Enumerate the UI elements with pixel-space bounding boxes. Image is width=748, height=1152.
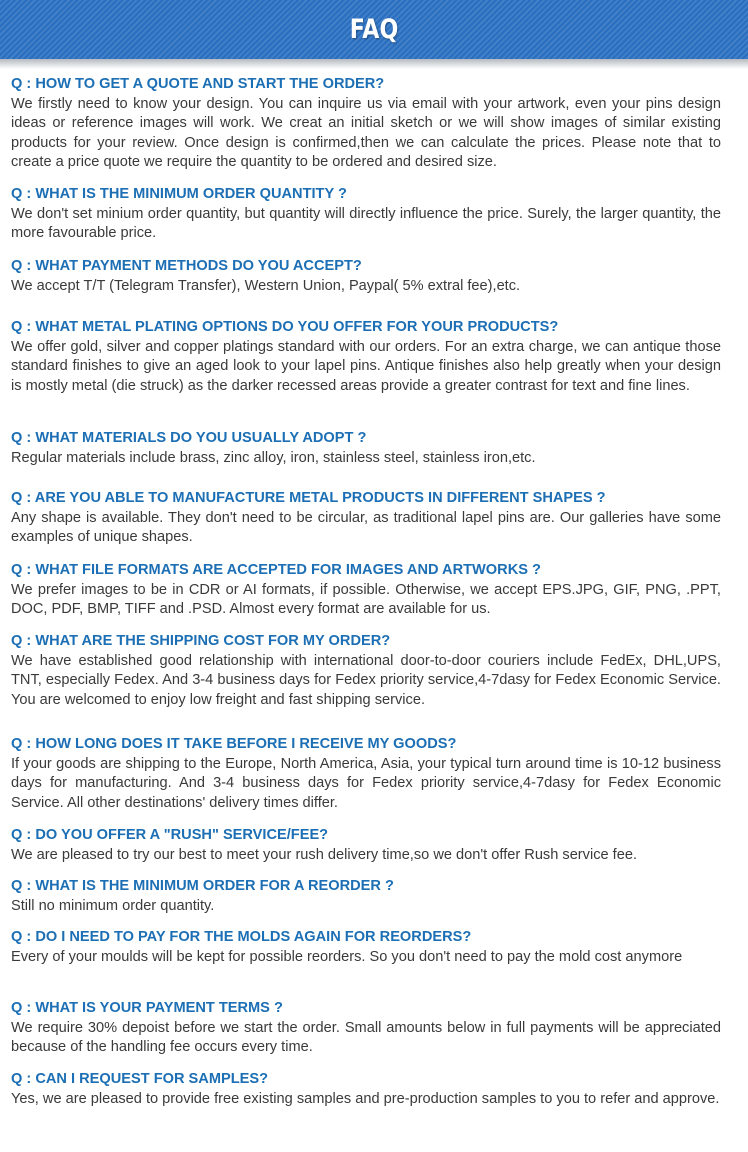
faq-answer: We are pleased to try our best to meet your rush delivery time,so we don't offer Rush service fee.: [11, 847, 638, 863]
banner-shadow: [0, 59, 748, 69]
faq-question: Q : WHAT IS THE MINIMUM ORDER QUANTITY ?: [11, 186, 347, 202]
faq-question: Q : WHAT PAYMENT METHODS DO YOU ACCEPT?: [11, 258, 362, 274]
faq-answer: We firstly need to know your design. You can inquire us via email with your artwork, even your pins design ideas or reference images will work. We creat an initial sketch or we will show images of similar existing products for your review. Once design is confirmed,then we can calculate the prices. Please note that to create a price quote we require the quantity to be ordered and desired size.: [11, 96, 721, 171]
faq-question: Q : HOW TO GET A QUOTE AND START THE ORDER?: [11, 76, 385, 92]
faq-answer: We have established good relationship with international door-to-door couriers include FedEx, DHL,UPS, TNT, especially Fedex. And 3-4 business days for Fedex priority service,4-7dasy for Fedex Economic Service. You are welcomed to enjoy low freight and fast shipping service.: [11, 653, 721, 708]
faq-item: [11, 489, 721, 548]
faq-answer: We require 30% depoist before we start the order. Small amounts below in full payments will be appreciated because of the handling fee occurs every time.: [11, 1020, 721, 1056]
faq-answer: We accept T/T (Telegram Transfer), Western Union, Paypal( 5% extral fee),etc.: [11, 278, 521, 294]
faq-answer: We prefer images to be in CDR or AI formats, if possible. Otherwise, we accept EPS.JPG, GIF, PNG, .PPT, DOC, PDF, BMP, TIFF and .PSD. Almost every format are available for us.: [11, 582, 721, 618]
faq-item: [11, 999, 721, 1058]
faq-item: [11, 632, 721, 710]
faq-item: [11, 257, 721, 296]
faq-question: Q : WHAT MATERIALS DO YOU USUALLY ADOPT ?: [11, 430, 367, 446]
faq-question: Q : HOW LONG DOES IT TAKE BEFORE I RECEIVE MY GOODS?: [11, 736, 457, 752]
faq-answer: Still no minimum order quantity.: [11, 898, 215, 914]
faq-question: Q : WHAT IS THE MINIMUM ORDER FOR A REORDER ?: [11, 878, 394, 894]
faq-question: Q : WHAT FILE FORMATS ARE ACCEPTED FOR IMAGES AND ARTWORKS ?: [11, 562, 541, 578]
faq-item: [11, 826, 721, 865]
page-title: FAQ: [349, 14, 399, 45]
faq-item: [11, 735, 721, 813]
faq-question: Q : DO I NEED TO PAY FOR THE MOLDS AGAIN FOR REORDERS?: [11, 929, 472, 945]
faq-answer: Every of your moulds will be kept for possible reorders. So you don't need to pay the mold cost anymore: [11, 949, 683, 965]
faq-answer: Yes, we are pleased to provide free existing samples and pre-production samples to you to refer and approve.: [11, 1091, 720, 1107]
faq-answer: Any shape is available. They don't need to be circular, as traditional lapel pins are. Our galleries have some examples of unique shapes.: [11, 510, 721, 546]
faq-item: [11, 877, 721, 916]
faq-question: Q : DO YOU OFFER A "RUSH" SERVICE/FEE?: [11, 827, 329, 843]
faq-item: [11, 928, 721, 967]
faq-question: Q : WHAT METAL PLATING OPTIONS DO YOU OFFER FOR YOUR PRODUCTS?: [11, 319, 559, 335]
faq-item: [11, 1070, 721, 1109]
faq-item: [11, 318, 721, 396]
faq-item: [11, 429, 721, 468]
faq-question: Q : WHAT IS YOUR PAYMENT TERMS ?: [11, 1000, 283, 1016]
faq-question: Q : ARE YOU ABLE TO MANUFACTURE METAL PRODUCTS IN DIFFERENT SHAPES ?: [11, 490, 606, 506]
faq-item: [11, 75, 721, 173]
faq-answer: Regular materials include brass, zinc alloy, iron, stainless steel, stainless iron,etc.: [11, 450, 536, 466]
faq-answer: If your goods are shipping to the Europe, North America, Asia, your typical turn around time is 10-12 business days for manufacturing. And 3-4 business days for Fedex priority service,4-7dasy for Fedex Economic Service. All other destinations' delivery times differ.: [11, 756, 721, 811]
faq-question: Q : CAN I REQUEST FOR SAMPLES?: [11, 1071, 269, 1087]
faq-question: Q : WHAT ARE THE SHIPPING COST FOR MY ORDER?: [11, 633, 391, 649]
faq-item: [11, 561, 721, 620]
faq-item: [11, 185, 721, 244]
faq-answer: We offer gold, silver and copper platings standard with our orders. For an extra charge, we can antique those standard finishes to give an aged look to your lapel pins. Antique finishes also help greatly when your design is mostly metal (die struck) as the darker recessed areas provide a greater contrast for text and fine lines.: [11, 339, 721, 394]
faq-answer: We don't set minium order quantity, but quantity will directly influence the price. Surely, the larger quantity, the more favourable price.: [11, 206, 721, 242]
